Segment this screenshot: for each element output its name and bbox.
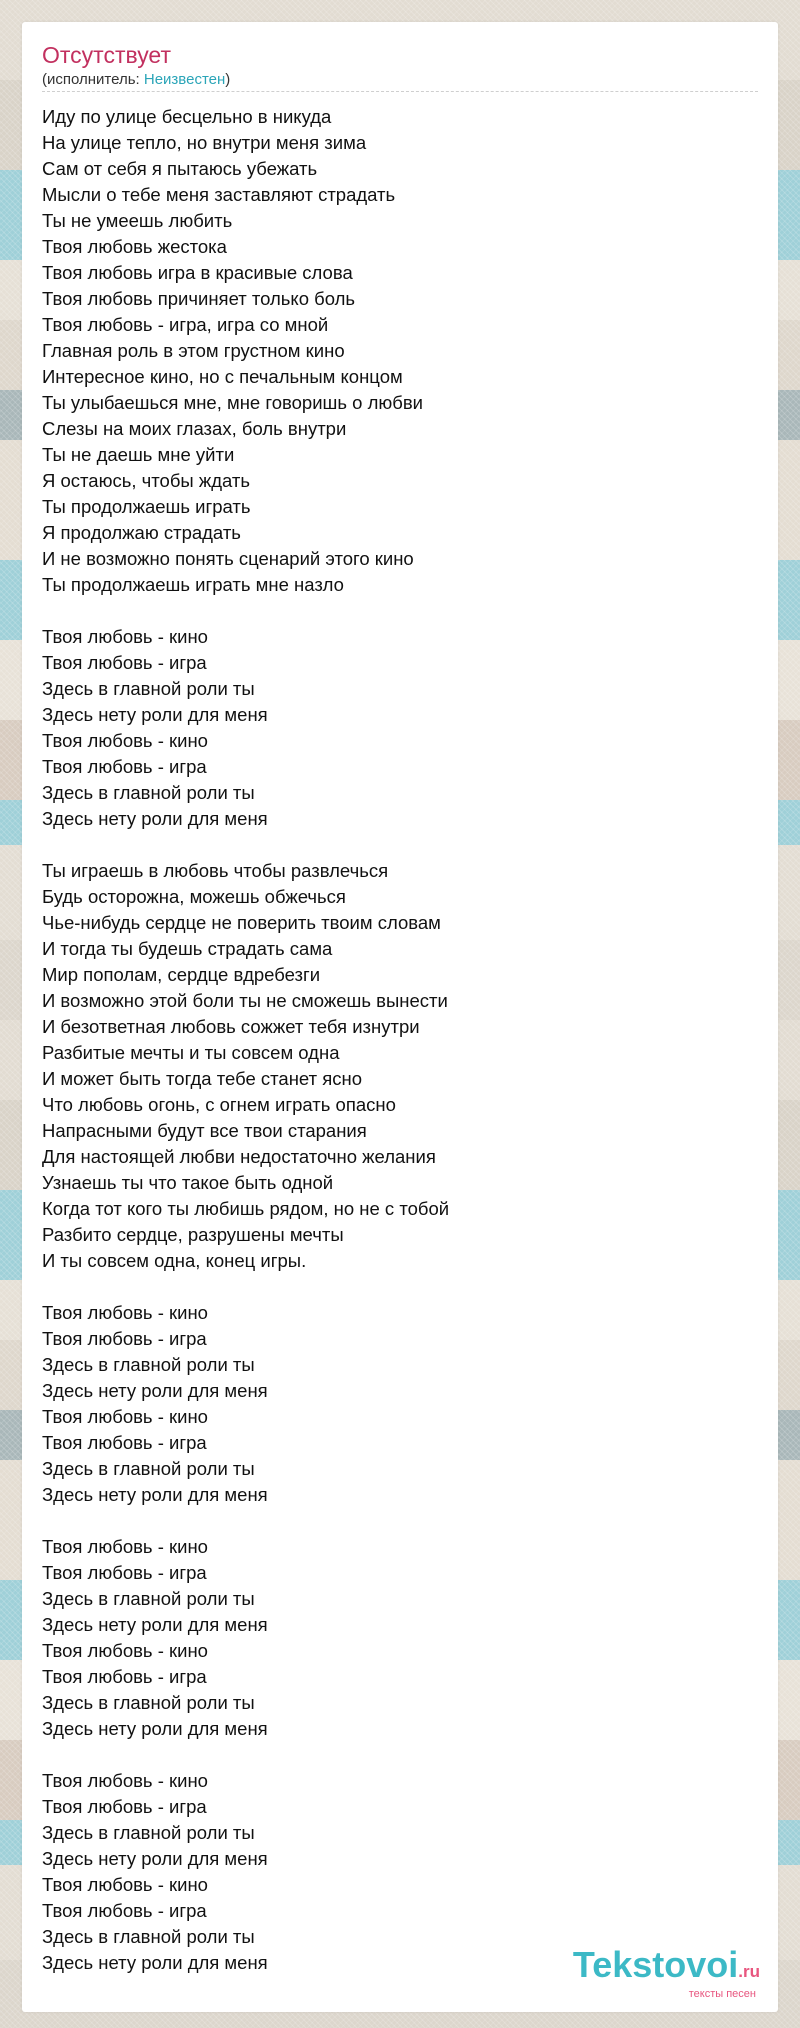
lyrics-line: Я продолжаю страдать — [42, 522, 241, 543]
artist-prefix: (исполнитель: — [42, 71, 144, 88]
lyrics-stanza — [42, 1534, 758, 1742]
lyrics-line: Чье-нибудь сердце не поверить твоим словам — [42, 912, 441, 933]
lyrics-line: Твоя любовь жестока — [42, 236, 227, 257]
lyrics-line: Когда тот кого ты любишь рядом, но не с тобой — [42, 1198, 450, 1219]
lyrics-line: Разбитые мечты и ты совсем одна — [42, 1042, 340, 1063]
lyrics-line: И тогда ты будешь страдать сама — [42, 938, 333, 959]
lyrics-line: Твоя любовь - игра — [42, 1666, 207, 1687]
lyrics-line: Твоя любовь - кино — [42, 730, 208, 751]
lyrics-line: Здесь в главной роли ты — [42, 782, 255, 803]
lyrics-line: Здесь нету роли для меня — [42, 1380, 268, 1401]
lyrics-line: Ты играешь в любовь чтобы развлечься — [42, 860, 389, 881]
lyrics-line: Здесь в главной роли ты — [42, 1588, 255, 1609]
lyrics-line: Здесь в главной роли ты — [42, 1926, 255, 1947]
lyrics-line: Я остаюсь, чтобы ждать — [42, 470, 251, 491]
lyrics-line: Ты улыбаешься мне, мне говоришь о любви — [42, 392, 424, 413]
lyrics-line: Твоя любовь - игра — [42, 756, 207, 777]
lyrics-line: Твоя любовь - кино — [42, 1406, 208, 1427]
lyrics-line: Здесь нету роли для меня — [42, 1484, 268, 1505]
lyrics-line: Здесь в главной роли ты — [42, 1458, 255, 1479]
logo-domain: .ru — [738, 1962, 760, 1981]
song-title: Отсутствует — [42, 42, 171, 68]
lyrics-line: Здесь в главной роли ты — [42, 1822, 255, 1843]
lyrics-line: Здесь нету роли для меня — [42, 1952, 268, 1973]
lyrics-line: Твоя любовь - игра — [42, 652, 207, 673]
lyrics-line: Твоя любовь - кино — [42, 1536, 208, 1557]
lyrics-line: Твоя любовь - кино — [42, 626, 208, 647]
lyrics-line: Твоя любовь - кино — [42, 1302, 208, 1323]
lyrics-line: Здесь в главной роли ты — [42, 678, 255, 699]
lyrics-stanza — [42, 858, 758, 1274]
lyrics-line: Слезы на моих глазах, боль внутри — [42, 418, 347, 439]
lyrics-line: Твоя любовь - кино — [42, 1770, 208, 1791]
logo-wordmark — [573, 1946, 760, 1991]
lyrics-line: Здесь нету роли для меня — [42, 808, 268, 829]
lyrics-line: Твоя любовь - игра — [42, 1432, 207, 1453]
lyrics-stanza — [42, 1300, 758, 1508]
lyrics-line: Что любовь огонь, с огнем играть опасно — [42, 1094, 396, 1115]
artist-link[interactable]: Неизвестен — [143, 71, 226, 88]
lyrics-line: Твоя любовь причиняет только боль — [42, 288, 356, 309]
lyrics-body — [42, 104, 758, 2002]
lyrics-line: Твоя любовь - кино — [42, 1874, 208, 1895]
lyrics-line: И может быть тогда тебе станет ясно — [42, 1068, 362, 1089]
lyrics-line: Здесь нету роли для меня — [42, 1718, 268, 1739]
lyrics-card — [22, 22, 778, 2012]
lyrics-line: Мысли о тебе меня заставляют страдать — [42, 184, 396, 205]
lyrics-line: Сам от себя я пытаюсь убежать — [42, 158, 318, 179]
lyrics-line: Ты продолжаешь играть — [42, 496, 251, 517]
lyrics-line: Иду по улице бесцельно в никуда — [42, 106, 332, 127]
lyrics-line: И ты совсем одна, конец игры. — [42, 1250, 307, 1271]
lyrics-line: Узнаешь ты что такое быть одной — [42, 1172, 334, 1193]
lyrics-line: Твоя любовь - игра — [42, 1328, 207, 1349]
logo-tagline: тексты песен — [688, 1988, 756, 2000]
lyrics-line: Напрасными будут все твои старания — [42, 1120, 367, 1141]
lyrics-line: Ты не умеешь любить — [42, 210, 233, 231]
song-header — [42, 42, 758, 92]
lyrics-line: Главная роль в этом грустном кино — [42, 340, 345, 361]
lyrics-line: Разбито сердце, разрушены мечты — [42, 1224, 344, 1245]
lyrics-line: Для настоящей любви недостаточно желания — [42, 1146, 436, 1167]
lyrics-line: Интересное кино, но с печальным концом — [42, 366, 403, 387]
lyrics-stanza — [42, 624, 758, 832]
logo-name: Tekstovoi — [572, 1944, 739, 1985]
lyrics-line: Твоя любовь - игра — [42, 1900, 207, 1921]
lyrics-line: Здесь нету роли для меня — [42, 704, 268, 725]
artist-line — [42, 70, 758, 89]
site-logo[interactable] — [573, 1946, 760, 2000]
lyrics-line: Ты не даешь мне уйти — [42, 444, 235, 465]
lyrics-line: Твоя любовь - кино — [42, 1640, 208, 1661]
lyrics-line: Здесь в главной роли ты — [42, 1354, 255, 1375]
lyrics-line: Здесь в главной роли ты — [42, 1692, 255, 1713]
lyrics-line: На улице тепло, но внутри меня зима — [42, 132, 367, 153]
lyrics-line: Твоя любовь - игра — [42, 1562, 207, 1583]
lyrics-line: И не возможно понять сценарий этого кино — [42, 548, 414, 569]
artist-suffix: ) — [225, 71, 231, 88]
lyrics-line: И безответная любовь сожжет тебя изнутри — [42, 1016, 420, 1037]
lyrics-line: Здесь нету роли для меня — [42, 1848, 268, 1869]
lyrics-line: Здесь нету роли для меня — [42, 1614, 268, 1635]
lyrics-line: Будь осторожна, можешь обжечься — [42, 886, 346, 907]
lyrics-line: Твоя любовь - игра — [42, 1796, 207, 1817]
lyrics-line: Твоя любовь - игра, игра со мной — [42, 314, 329, 335]
lyrics-line: Ты продолжаешь играть мне назло — [42, 574, 344, 595]
lyrics-line: И возможно этой боли ты не сможешь вынести — [42, 990, 448, 1011]
lyrics-line: Твоя любовь игра в красивые слова — [42, 262, 353, 283]
lyrics-line: Мир пополам, сердце вдребезги — [42, 964, 321, 985]
lyrics-stanza — [42, 104, 758, 598]
